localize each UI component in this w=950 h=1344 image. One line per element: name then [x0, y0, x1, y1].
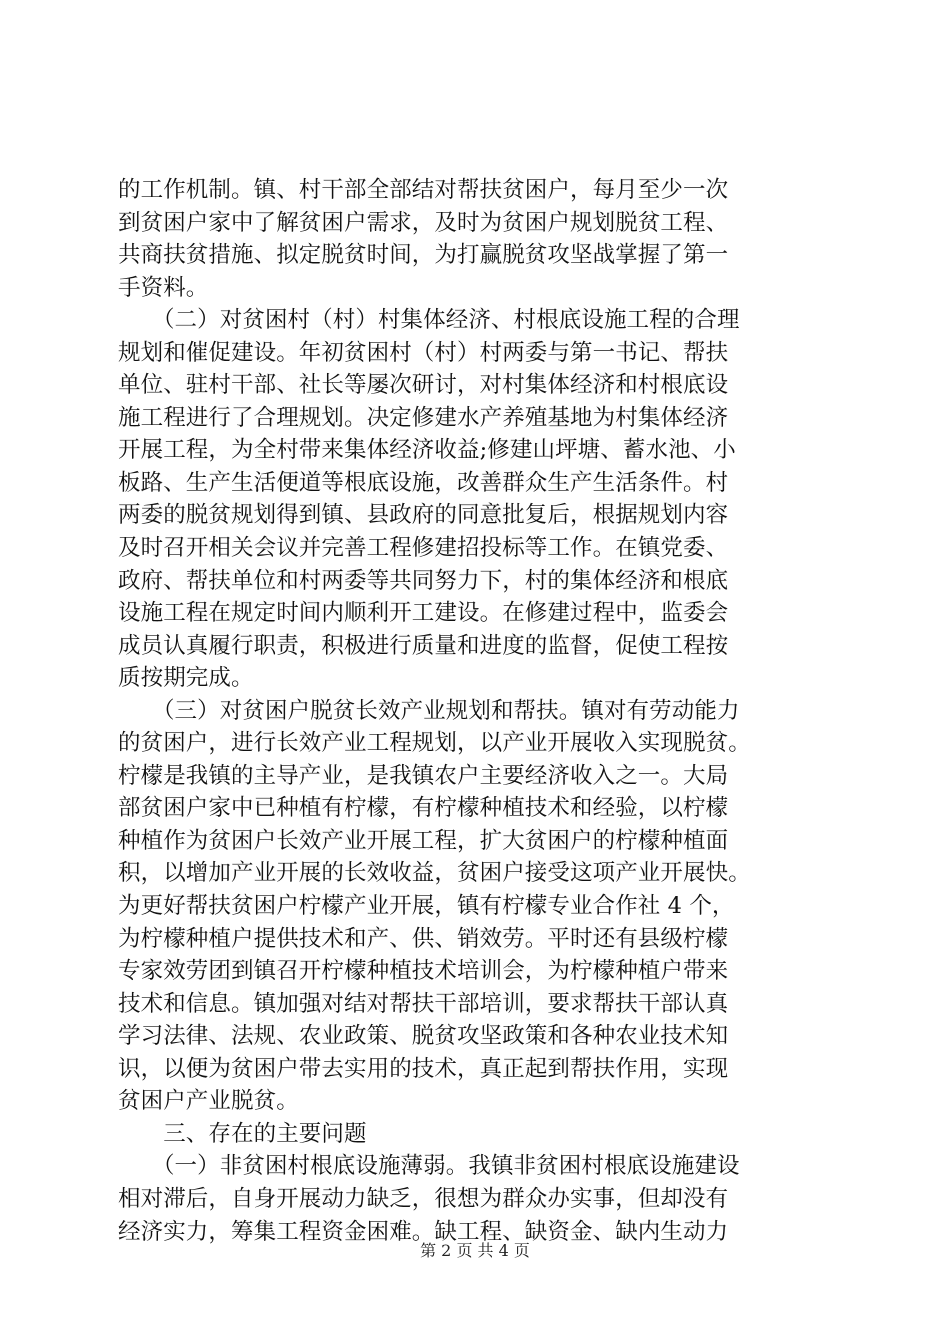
- text-line: （一）非贫困村根底设施薄弱。我镇非贫困村根底设施建设: [118, 1153, 740, 1180]
- text-line: 技术和信息。镇加强对结对帮扶干部培训，要求帮扶干部认真: [118, 990, 729, 1017]
- text-line: 开展工程，为全村带来集体经济收益;修建山坪塘、蓄水池、小: [118, 437, 736, 464]
- text-line: 成员认真履行职责，积极进行质量和进度的监督，促使工程按: [118, 632, 729, 659]
- body-text: [118, 174, 838, 1248]
- text-line: （三）对贫困户脱贫长效产业规划和帮扶。镇对有劳动能力: [118, 697, 740, 724]
- text-line: 经济实力，筹集工程资金困难。缺工程、缺资金、缺内生动力: [118, 1218, 729, 1245]
- text-line: 共商扶贫措施、拟定脱贫时间，为打赢脱贫攻坚战掌握了第一: [118, 242, 729, 269]
- text-line: 相对滞后，自身开展动力缺乏，很想为群众办实事，但却没有: [118, 1185, 729, 1212]
- text-line: 的贫困户，进行长效产业工程规划，以产业开展收入实现脱贫。: [118, 730, 751, 757]
- text-line: 政府、帮扶单位和村两委等共同努力下，村的集体经济和根底: [118, 567, 729, 594]
- text-line: 为柠檬种植户提供技术和产、供、销效劳。平时还有县级柠檬: [118, 925, 729, 952]
- text-line: 到贫困户家中了解贫困户需求，及时为贫困户规划脱贫工程、: [118, 209, 729, 236]
- text-line: 积，以增加产业开展的长效收益，贫困户接受这项产业开展快。: [118, 860, 751, 887]
- text-line: 质按期完成。: [118, 665, 254, 692]
- text-line: 设施工程在规定时间内顺利开工建设。在修建过程中，监委会: [118, 600, 729, 627]
- text-line: 三、存在的主要问题: [118, 1120, 367, 1147]
- text-line: 两委的脱贫规划得到镇、县政府的同意批复后，根据规划内容: [118, 502, 729, 529]
- text-line: 专家效劳团到镇召开柠檬种植技术培训会，为柠檬种植户带来: [118, 958, 729, 985]
- text-line: 种植作为贫困户长效产业开展工程，扩大贫困户的柠檬种植面: [118, 827, 729, 854]
- text-line: 单位、驻村干部、社长等屡次研讨，对村集体经济和村根底设: [118, 372, 729, 399]
- text-line: 部贫困户家中已种植有柠檬，有柠檬种植技术和经验，以柠檬: [118, 795, 729, 822]
- text-line: 手资料。: [118, 274, 209, 301]
- text-line: 柠檬是我镇的主导产业，是我镇农户主要经济收入之一。大局: [118, 762, 729, 789]
- text-line: 板路、生产生活便道等根底设施，改善群众生产生活条件。村: [118, 469, 729, 496]
- text-line: 学习法律、法规、农业政策、脱贫攻坚政策和各种农业技术知: [118, 1023, 729, 1050]
- text-line: （二）对贫困村（村）村集体经济、村根底设施工程的合理: [118, 307, 740, 334]
- text-line: 及时召开相关会议并完善工程修建招投标等工作。在镇党委、: [118, 535, 729, 562]
- page-footer: 第 2 页 共 4 页: [420, 1241, 530, 1260]
- text-line: 规划和催促建设。年初贫困村（村）村两委与第一书记、帮扶: [118, 339, 729, 366]
- text-line: 的工作机制。镇、村干部全部结对帮扶贫困户，每月至少一次: [118, 177, 729, 203]
- text-line: 贫困户产业脱贫。: [118, 1088, 299, 1115]
- text-line: 识，以便为贫困户带去实用的技术，真正起到帮扶作用，实现: [118, 1055, 729, 1082]
- text-line: 施工程进行了合理规划。决定修建水产养殖基地为村集体经济: [118, 404, 729, 431]
- text-line: 为更好帮扶贫困户柠檬产业开展，镇有柠檬专业合作社 4 个，: [118, 893, 735, 920]
